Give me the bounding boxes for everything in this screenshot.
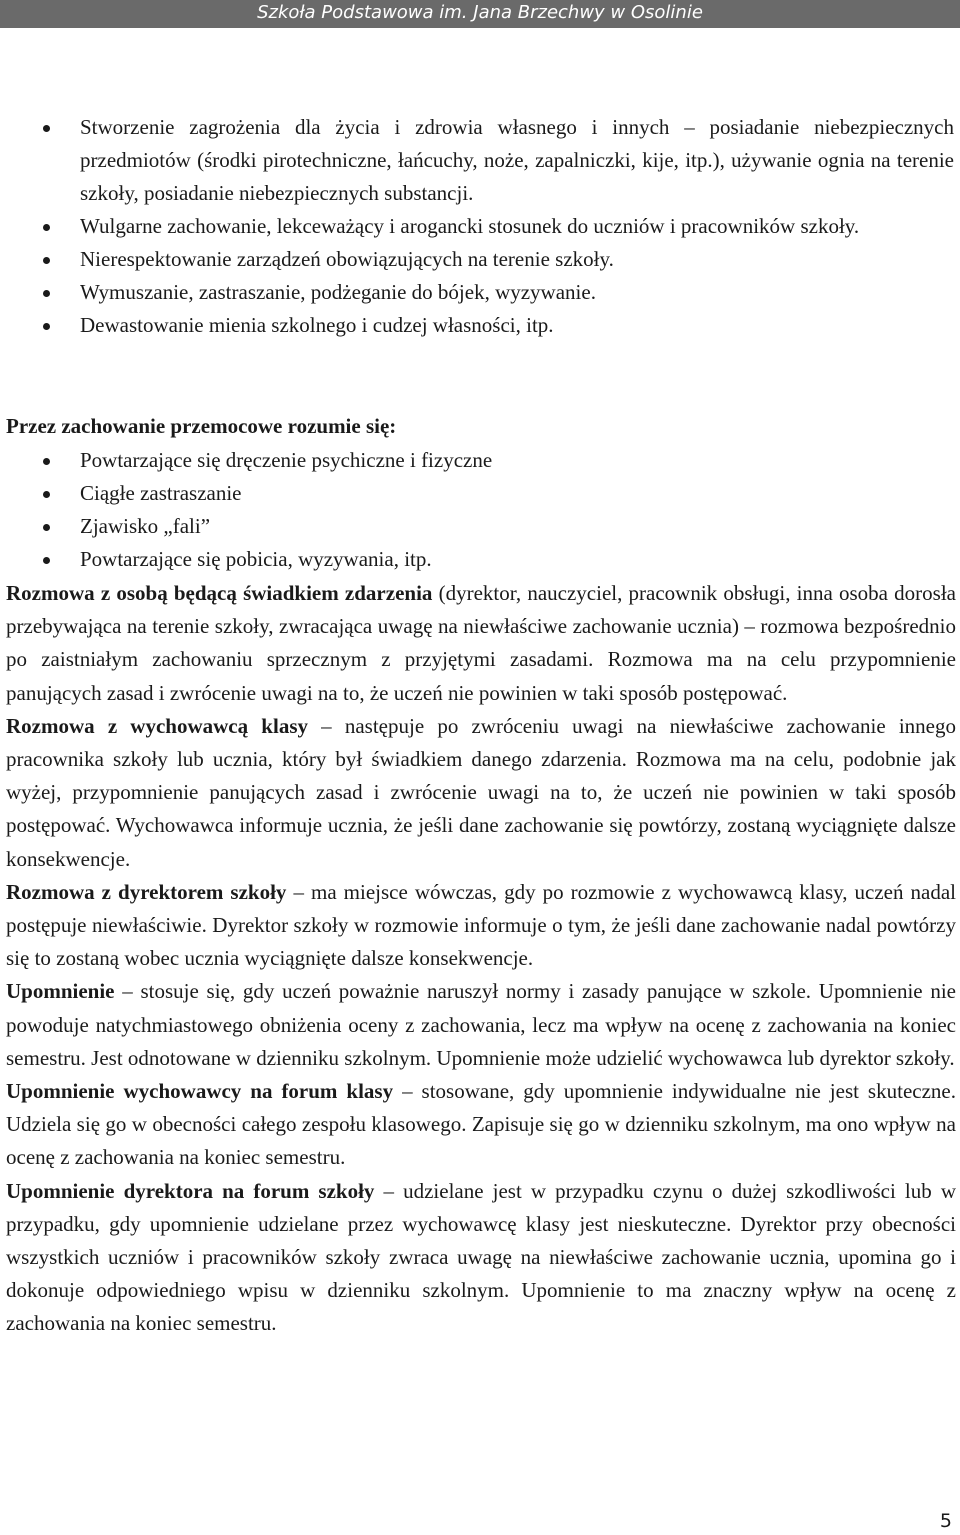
list-item xyxy=(0,444,960,477)
list-item xyxy=(0,276,960,309)
page-header xyxy=(0,0,960,28)
bullet-icon xyxy=(43,224,50,231)
paragraph xyxy=(6,975,956,1075)
list-item-text: Powtarzające się pobicia, wyzywania, itp. xyxy=(80,547,432,571)
paragraph-text: – następuje po zwróceniu uwagi na niewłaściwe zachowanie innego pracownika szkoły lub ucznia, który był świadkiem danego zdarzenia. Rozmowa ma na celu, podobnie jak wyżej, przypomnienie panujących zasad i zwrócenie uwagi na to, że uczeń nie powinien w taki sposób postępować. Wychowawca informuje ucznia, że jeśli dane zachowanie się powtórzy, zostaną wyciągnięte dalsze konsekwencje. xyxy=(6,713,956,871)
paragraph-text: – stosuje się, gdy uczeń poważnie naruszył normy i zasady panujące w szkole. Upomnienie nie powoduje natychmiastowego obniżenia oceny z zachowania, lecz ma wpływ na ocenę z zachowania na koniec semestru. Jest odnotowane w dzienniku szkolnym. Upomnienie może udzielić wychowawca lub dyrektor szkoły. xyxy=(6,979,956,1070)
paragraph-term: Rozmowa z dyrektorem szkoły xyxy=(6,879,287,904)
paragraph-term: Rozmowa z osobą będącą świadkiem zdarzenia xyxy=(6,581,433,605)
paragraph xyxy=(6,710,956,876)
list-item-text: Wymuszanie, zastraszanie, podżeganie do bójek, wyzywanie. xyxy=(80,280,596,304)
list-item xyxy=(0,243,960,276)
paragraph xyxy=(6,577,956,710)
list-item-text: Stworzenie zagrożenia dla życia i zdrowia własnego i innych – posiadanie niebezpiecznych przedmiotów (środki pirotechniczne, łańcuchy, noże, zapalniczki, kije, itp.), używanie ognia na terenie szkoły, posiadanie niebezpiecznych substancji. xyxy=(80,115,954,205)
consequences-section xyxy=(6,577,956,1341)
bullet-icon xyxy=(43,323,50,330)
bullet-icon xyxy=(43,125,50,132)
list-item xyxy=(0,543,960,576)
page-number: 5 xyxy=(939,1510,952,1532)
paragraph xyxy=(6,1175,956,1341)
list-item-text: Powtarzające się dręczenie psychiczne i fizyczne xyxy=(80,448,493,472)
list-item-text: Dewastowanie mienia szkolnego i cudzej własności, itp. xyxy=(80,313,554,337)
bullet-icon xyxy=(43,491,50,498)
bullet-icon xyxy=(43,524,50,531)
paragraph-text: – ma miejsce wówczas, gdy po rozmowie z wychowawcą klasy, uczeń nadal postępuje niewłaściwie. Dyrektor szkoły w rozmowie informuje o tym, że jeśli dane zachowanie nadal powtórzy się to zostaną wobec ucznia wyciągnięte dalsze konsekwencje. xyxy=(6,879,957,971)
paragraph xyxy=(6,1075,956,1175)
misconduct-list xyxy=(0,111,960,342)
list-item-text: Ciągłe zastraszanie xyxy=(80,481,242,505)
paragraph-text: – stosowane, gdy upomnienie indywidualne nie jest skuteczne. Udziela się go w obecności całego zespołu klasowego. Zapisuje się go w dzienniku szkolnym, ma ono wpływ na ocenę z zachowania na koniec semestru. xyxy=(6,1079,956,1170)
paragraph-term: Upomnienie dyrektora na forum szkoły xyxy=(6,1178,375,1203)
list-item-text: Nierespektowanie zarządzeń obowiązujących na terenie szkoły. xyxy=(80,247,614,271)
bullet-icon xyxy=(43,290,50,297)
list-item xyxy=(0,111,960,210)
bullet-icon xyxy=(43,557,50,564)
paragraph-term: Rozmowa z wychowawcą klasy xyxy=(6,713,308,738)
list-item xyxy=(0,477,960,510)
paragraph-text: – udzielane jest w przypadku czynu o dużej szkodliwości lub w przypadku, gdy upomnienie udzielane przez wychowawcę klasy jest nieskuteczne. Dyrektor przy obecności wszystkich uczniów i pracowników szkoły zwraca uwagę na niewłaściwe zachowanie ucznia, upomina go i dokonuje odpowiedniego wpisu w dzienniku szkolnym. Upomnienie to ma znaczny wpływ na ocenę z zachowania na koniec semestru. xyxy=(6,1178,956,1336)
paragraph-term: Upomnienie wychowawcy na forum klasy xyxy=(6,1079,394,1104)
list-item xyxy=(0,309,960,342)
header-title: Szkoła Podstawowa im. Jana Brzechwy w Osolinie xyxy=(257,2,703,23)
paragraph-term: Upomnienie xyxy=(6,979,115,1004)
bullet-icon xyxy=(43,458,50,465)
list-item xyxy=(0,210,960,243)
paragraph xyxy=(6,876,956,976)
list-item-text: Zjawisko „fali” xyxy=(80,514,211,538)
list-item-text: Wulgarne zachowanie, lekceważący i arogancki stosunek do uczniów i pracowników szkoły. xyxy=(80,214,860,238)
section-heading: Przez zachowanie przemocowe rozumie się: xyxy=(6,414,397,438)
violence-list xyxy=(0,444,960,576)
bullet-icon xyxy=(43,257,50,264)
list-item xyxy=(0,510,960,543)
paragraph-text: (dyrektor, nauczyciel, pracownik obsługi, inna osoba dorosła przebywająca na terenie szkoły, zwracająca uwagę na niewłaściwe zachowanie ucznia) – rozmowa bezpośrednio po zaistniałym zachowaniu sprzecznym z przyjętymi zasadami. Rozmowa ma na celu przypomnienie panujących zasad i zwrócenie uwagi na to, że uczeń nie powinien w taki sposób postępować. xyxy=(6,581,956,705)
